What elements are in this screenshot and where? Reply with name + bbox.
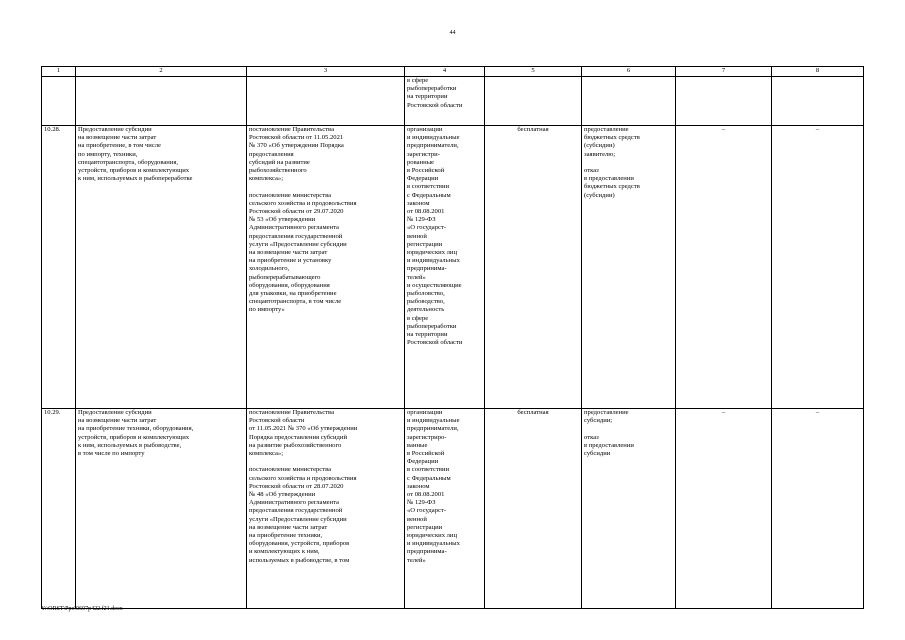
legal-basis-cell: постановление Правительства Ростовской области от 11.05.2021 № 370 «Об утверждении Порядка предоставления субсидий на развитие рыбохозяйственного комплекса»; постановление министерства сельского хозяйства и продовольствия Ростовской области от 28.07.2020 № 48 «Об утверждении Административного регламента предоставления государственной услуги «Предоставление субсидии на возмещение части затрат на приобретение техники, оборудования, устройств, приборов и комплектующих к ним, используемых в рыбоводстве, в том — [247, 409, 405, 609]
recipients-cell: организации и индивидуальные предприниматели, зарегистри- рованные в Российской Федерации в соответствии с Федеральным законом от 08.08.2001 № 129-ФЗ «О государст- венной регистрации юридических лиц и индивидуальных предпринима- телей» и осуществляющие рыболовство, рыбоводство, деятельность в сфере рыбопереработки на территории Ростовской области — [405, 126, 485, 409]
column-number-row — [42, 67, 864, 77]
column-number: 6 — [582, 67, 676, 77]
recipients-cell: организации и индивидуальные предприниматели, зарегистриро- ванные в Российской Федерации в соответствии с Федеральным законом от 08.08.2001 № 129-ФЗ «О государст- венной регистрации юридических лиц и индивидуальных предпринима- телей» — [405, 409, 485, 609]
table-row — [42, 77, 864, 126]
column-8-cell: – — [772, 126, 864, 409]
column-number: 2 — [76, 67, 247, 77]
column-number: 7 — [676, 67, 772, 77]
fee-cell: бесплатная — [485, 126, 582, 409]
table-row — [42, 126, 864, 409]
column-7-cell: – — [676, 409, 772, 609]
service-name-cell: Предоставление субсидии на возмещение части затрат на приобретение техники, оборудования, устройств, приборов и комплектующих к ним, используемых в рыбоводстве, в том числе по импорту — [76, 409, 247, 609]
column-number: 8 — [772, 67, 864, 77]
recipients-cell: в сфере рыбопереработки на территории Ростовской области — [405, 77, 485, 126]
service-name-cell: Предоставление субсидии на возмещение части затрат на приобретение, в том числе по импорту, техники, спецавтотранспорта, оборудования, устройств, приборов и комплектующих к ним, используемых в рыбопереработке — [76, 126, 247, 409]
file-path-footer: Y:\ORST\Ppo\0607p422.f21.docx — [41, 606, 123, 612]
column-7-cell: – — [676, 126, 772, 409]
row-number-cell: 10.29. — [42, 409, 76, 609]
column-8-cell: – — [772, 409, 864, 609]
row-number-cell: 10.28. — [42, 126, 76, 409]
result-cell: предоставление бюджетных средств (субсидии) заявителю; отказ в предоставлении бюджетных средств (субсидии) — [582, 126, 676, 409]
result-cell — [582, 77, 676, 126]
service-name-cell — [76, 77, 247, 126]
page-number: 44 — [449, 30, 456, 36]
column-7-cell — [676, 77, 772, 126]
fee-cell — [485, 77, 582, 126]
row-number-cell — [42, 77, 76, 126]
column-number: 5 — [485, 67, 582, 77]
column-number: 1 — [42, 67, 76, 77]
column-number: 3 — [247, 67, 405, 77]
fee-cell: бесплатная — [485, 409, 582, 609]
column-8-cell — [772, 77, 864, 126]
legal-basis-cell — [247, 77, 405, 126]
result-cell: предоставление субсидии; отказ в предоставлении субсидии — [582, 409, 676, 609]
services-table — [41, 66, 864, 609]
legal-basis-cell: постановление Правительства Ростовской области от 11.05.2021 № 370 «Об утверждении Порядка предоставления субсидий на развитие рыбохозяйственного комплекса»; постановление министерства сельского хозяйства и продовольствия Ростовской области от 29.07.2020 № 53 «Об утверждении Административного регламента предоставления государственной услуги «Предоставление субсидии на возмещение части затрат на приобретение и установку холодильного, рыбоперерабатывающего оборудования, оборудования для упаковки, на приобретение спецавтотранспорта, в том числе по импорту» — [247, 126, 405, 409]
column-number: 4 — [405, 67, 485, 77]
table-row — [42, 409, 864, 609]
